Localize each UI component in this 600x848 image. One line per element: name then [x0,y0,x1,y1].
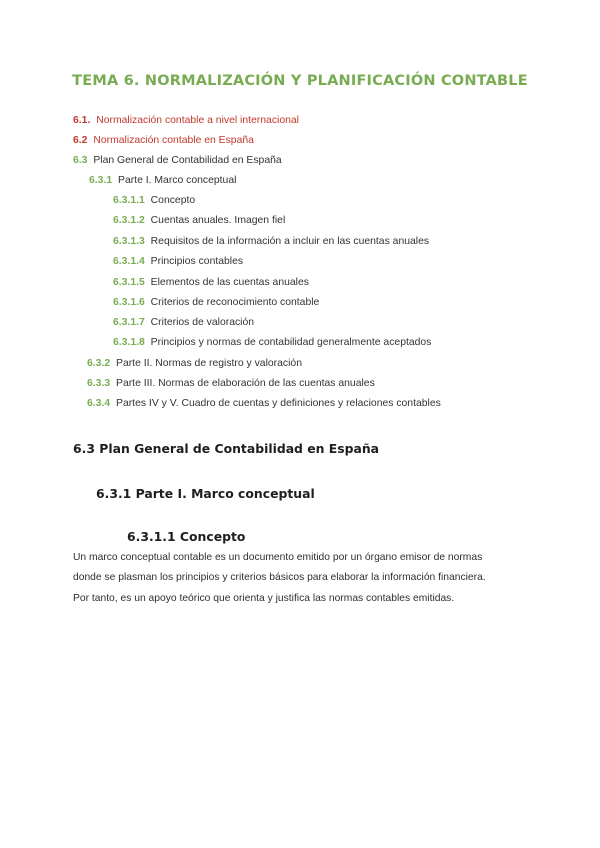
toc-number: 6.3.2 [87,358,111,369]
toc-label: Normalización contable a nivel internacional [96,115,299,126]
toc-label: Normalización contable en España [93,135,254,146]
toc-number: 6.3.1.5 [113,277,145,288]
toc-label: Concepto [150,195,196,206]
toc-item-6-3-1-8[interactable] [113,335,431,351]
toc-item-6-2[interactable] [73,133,254,149]
toc-label: Parte III. Normas de elaboración de las cuentas anuales [116,378,375,389]
toc-item-6-3-4[interactable] [87,396,441,412]
toc-label: Criterios de valoración [150,317,255,328]
toc-item-6-3-1-7[interactable] [113,315,254,331]
toc-number: 6.3.3 [87,378,111,389]
toc-number: 6.3.1.3 [113,236,145,247]
toc-label: Elementos de las cuentas anuales [150,277,309,288]
toc-item-6-3-1-6[interactable] [113,295,319,311]
toc-label: Parte II. Normas de registro y valoración [116,358,302,369]
toc-label: Partes IV y V. Cuadro de cuentas y definiciones y relaciones contables [116,398,441,409]
document-title: TEMA 6. NORMALIZACIÓN Y PLANIFICACIÓN CONTABLE [72,73,528,89]
toc-item-6-3[interactable] [73,153,282,169]
body-line: Por tanto, es un apoyo teórico que orienta y justifica las normas contables emitidas. [73,592,455,604]
toc-number: 6.3.1 [89,175,113,186]
subsection-heading: 6.3.1 Parte I. Marco conceptual [96,486,315,501]
toc-number: 6.3.1.7 [113,317,145,328]
body-paragraph [73,548,533,609]
toc-label: Criterios de reconocimiento contable [150,297,320,308]
toc-item-6-3-1-1[interactable] [113,193,195,209]
toc-number: 6.3 [73,155,88,166]
toc-item-6-3-1[interactable] [89,173,236,189]
toc-item-6-1[interactable] [73,113,299,129]
toc-item-6-3-1-2[interactable] [113,213,285,229]
toc-number: 6.3.1.2 [113,215,145,226]
body-line: donde se plasman los principios y criterios básicos para elaborar la información financiera. [73,572,486,584]
toc-item-6-3-1-4[interactable] [113,254,243,270]
toc-label: Parte I. Marco conceptual [118,175,237,186]
toc-item-6-3-2[interactable] [87,356,302,372]
section-heading: 6.3 Plan General de Contabilidad en España [73,441,380,456]
toc-number: 6.3.4 [87,398,111,409]
subsubsection-heading: 6.3.1.1 Concepto [127,529,246,544]
toc-number: 6.1. [73,115,91,126]
toc-label: Requisitos de la información a incluir en las cuentas anuales [150,236,430,247]
toc-number: 6.3.1.8 [113,337,145,348]
toc-item-6-3-1-5[interactable] [113,275,309,291]
toc-number: 6.3.1.6 [113,297,145,308]
toc-number: 6.3.1.4 [113,256,145,267]
toc-label: Cuentas anuales. Imagen fiel [150,215,286,226]
toc-label: Principios y normas de contabilidad generalmente aceptados [150,337,432,348]
body-line: Un marco conceptual contable es un documento emitido por un órgano emisor de normas [73,552,483,563]
toc-number: 6.3.1.1 [113,195,145,206]
toc-label: Principios contables [150,256,244,267]
toc-item-6-3-3[interactable] [87,376,375,392]
toc-item-6-3-1-3[interactable] [113,234,429,250]
toc-number: 6.2 [73,135,88,146]
toc-label: Plan General de Contabilidad en España [93,155,282,166]
